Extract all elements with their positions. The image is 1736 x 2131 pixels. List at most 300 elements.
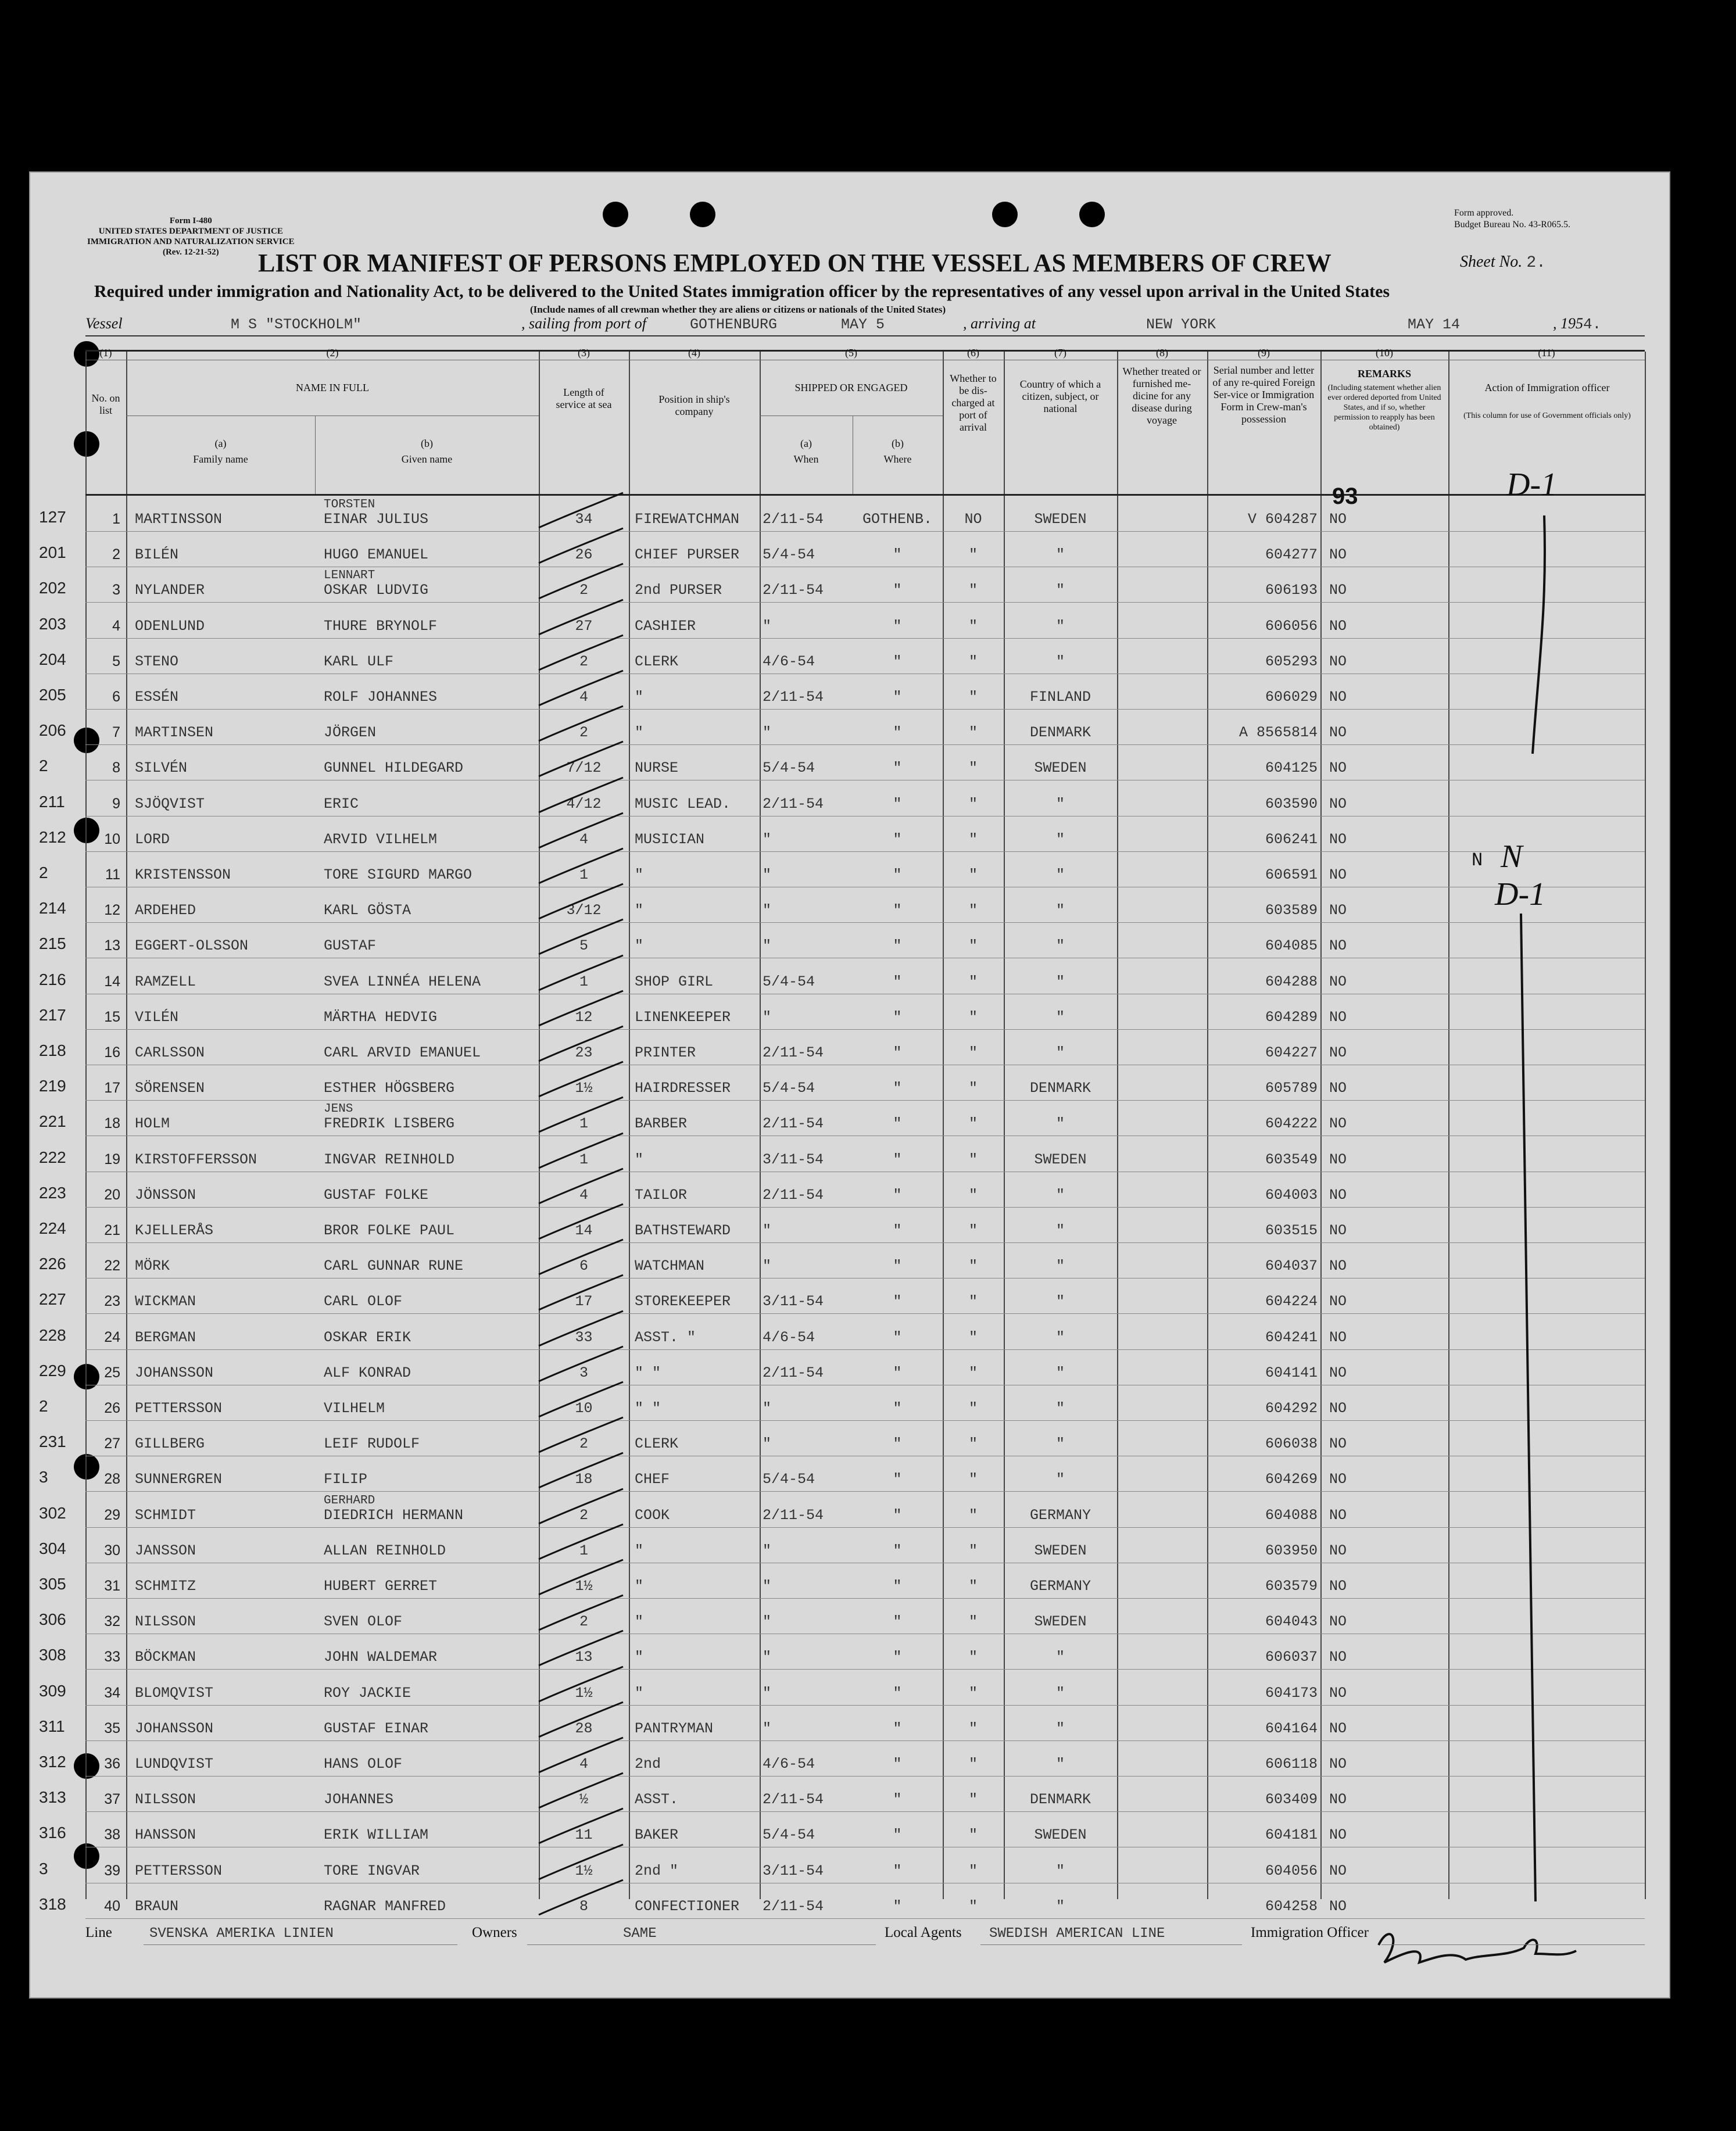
shipped-where: " [893,795,902,812]
manifest-index: 206 [39,721,66,740]
shipped-when: " [763,902,772,919]
shipped-where: " [893,1186,902,1204]
shipped-where: " [893,937,902,955]
shipped-where: " [893,1008,902,1026]
position: LINENKEEPER [635,1008,731,1026]
col-2b-header: Given name [401,453,453,465]
length-of-service: 33 [575,1328,593,1346]
arrival-date: MAY 14 [1408,316,1461,333]
country: SWEDEN [1034,760,1087,777]
remarks: NO [1329,1435,1347,1453]
discharged: " [968,1826,978,1844]
manifest-index: 311 [39,1717,65,1735]
position: " [635,724,644,742]
given-name: BROR FOLKE PAUL [324,1222,455,1239]
row-number: 9 [112,795,120,812]
position: CHEF [635,1471,670,1488]
position: 2nd " [635,1862,679,1879]
serial-number: 604241 [1265,1328,1318,1346]
shipped-when: 2/11-54 [763,1791,824,1808]
country: " [1055,1115,1065,1133]
remarks: NO [1329,1080,1347,1097]
country: " [1055,1756,1065,1772]
family-name: MARTINSSON [135,511,223,528]
shipped-where: " [893,724,902,742]
serial-number: 603589 [1265,902,1318,919]
remarks: NO [1329,1293,1347,1310]
col-7-number: (7) [1054,347,1066,359]
row-number: 13 [104,937,120,954]
row-number: 2 [112,546,120,563]
discharged: " [968,1400,978,1417]
shipped-when: 2/11-54 [763,582,824,599]
manifest-index: 316 [39,1824,66,1842]
col-11-note: (This column for use of Government officials only) [1463,411,1631,420]
shipped-where: " [893,1151,902,1168]
discharged: " [968,760,978,777]
row-number: 19 [104,1151,120,1167]
col-2b-letter: (b) [421,438,433,449]
row-number: 40 [104,1897,120,1914]
manifest-index: 223 [39,1183,66,1202]
country: SWEDEN [1034,1542,1087,1559]
serial-number: A 8565814 [1239,724,1318,742]
manifest-sheet [29,171,1670,1999]
given-name: KARL ULF [324,653,394,670]
col-10-number: (10) [1376,347,1393,359]
length-of-service: 17 [575,1293,593,1310]
serial-number: 604277 [1265,546,1318,564]
col-2-header: NAME IN FULL [296,382,369,393]
manifest-index: 224 [39,1219,66,1237]
manifest-index: 203 [39,614,66,633]
country: " [1055,1293,1065,1310]
country: " [1055,1400,1065,1417]
shipped-where: " [893,1862,902,1879]
given-name: JÖRGEN [324,724,377,742]
serial-number: 603579 [1265,1578,1318,1595]
remarks: NO [1329,1684,1347,1702]
handwritten-mark: D-1 [1495,876,1546,912]
length-of-service: 4 [579,1186,588,1204]
shipped-when: 5/4-54 [763,1080,815,1097]
position: " " [635,1364,661,1381]
given-name: VILHELM [324,1400,385,1417]
shipped-where: " [893,1756,902,1772]
shipped-when: " [763,1542,772,1559]
row-number: 35 [104,1720,120,1736]
given-name: GUSTAF EINAR [324,1720,429,1737]
given-name: OSKAR ERIK [324,1328,411,1346]
length-of-service: 34 [575,511,593,528]
manifest-index: 127 [39,508,66,526]
country: " [1055,1008,1065,1026]
manifest-index: 318 [39,1894,66,1913]
shipped-where: " [893,1471,902,1488]
serial-number: 604085 [1265,937,1318,955]
country: " [1055,973,1065,990]
country: " [1055,1364,1065,1381]
serial-number: 603950 [1265,1542,1318,1559]
length-of-service: 1½ [575,1862,593,1879]
shipped-when: 5/4-54 [763,760,815,777]
manifest-index: 308 [39,1646,66,1664]
serial-number: 604003 [1265,1186,1318,1204]
given-name: JOHANNES [324,1791,394,1808]
serial-number: 605293 [1265,653,1318,670]
family-name: JANSSON [135,1542,196,1559]
approved-text: Form approved. [1454,208,1514,218]
shipped-when: 3/11-54 [763,1862,824,1879]
position: CASHIER [635,617,696,635]
shipped-where: " [893,1613,902,1631]
col-8-header: Whether treated or furnished me-dicine for any disease during voyage [1122,366,1201,426]
row-number: 5 [112,653,120,669]
family-name: PETTERSSON [135,1862,223,1879]
shipped-where: " [893,1080,902,1097]
manifest-index: 309 [39,1681,66,1700]
position: " [635,1151,644,1168]
col-9-header: Serial number and letter of any re-quired Foreign Ser-vice or Immigration Form in Crew-man's possession [1212,364,1315,425]
discharged: " [968,1044,978,1061]
given-name: ROY JACKIE [324,1684,411,1702]
discharged: " [968,1506,978,1524]
col-4-header: Position in ship's company [658,393,730,417]
discharged: " [968,1613,978,1631]
position: BARBER [635,1115,688,1133]
row-number: 36 [104,1756,120,1772]
shipped-when: " [763,1008,772,1026]
country: " [1055,795,1065,812]
length-of-service: 1½ [575,1080,593,1097]
row-number: 22 [104,1258,120,1274]
shipped-where: " [893,866,902,883]
sailing-label: , sailing from port of [521,315,647,332]
discharged: " [968,1293,978,1310]
serial-number: 606118 [1265,1756,1318,1772]
remarks: NO [1329,1044,1347,1061]
family-name: SCHMITZ [135,1578,196,1595]
shipped-when: " [763,1400,772,1417]
discharged: " [968,1720,978,1737]
country: " [1055,1222,1065,1239]
country: GERMANY [1029,1506,1091,1524]
country: " [1055,1862,1065,1879]
country: FINLAND [1029,689,1091,705]
length-of-service: 4/12 [566,795,602,812]
given-name: HUGO EMANUEL [324,546,429,564]
col-7-header: Country of which a citizen, subject, or national [1019,378,1101,414]
family-name: JÖNSSON [135,1186,196,1204]
shipped-when: 5/4-54 [763,973,815,990]
given-name: FILIP [324,1471,368,1488]
discharged: " [968,653,978,670]
discharged: " [968,1186,978,1204]
remarks: NO [1329,1222,1347,1239]
shipped-where: " [893,1506,902,1524]
shipped-when: 5/4-54 [763,546,815,564]
discharged: " [968,1008,978,1026]
remarks: NO [1329,1897,1347,1915]
family-name: MARTINSEN [135,724,214,742]
given-name: HANS OLOF [324,1756,403,1772]
row-number: 26 [104,1400,120,1416]
given-name: SVEN OLOF [324,1613,403,1631]
document-subtitle: Required under immigration and Nationality Act, to be delivered to the United States immigration officer by the representatives of any vessel upon arrival in the United States [94,282,1390,301]
length-of-service: 1 [579,1542,588,1559]
shipped-when: 5/4-54 [763,1826,815,1844]
row-number: 38 [104,1826,120,1843]
agents-value: SWEDISH AMERICAN LINE [989,1926,1165,1942]
discharged: " [968,617,978,635]
col-2a-letter: (a) [214,438,227,449]
manifest-index: 211 [39,792,65,811]
serial-number: 606193 [1265,582,1318,599]
family-name: VILÉN [135,1008,179,1026]
row-number: 4 [112,617,120,634]
given-name-line-1: JENS [324,1102,353,1116]
given-name: SVEA LINNÉA HELENA [324,973,481,990]
serial-number: 606037 [1265,1649,1318,1666]
handwritten-mark: D-1 [1506,467,1558,503]
col-2a-header: Family name [193,453,248,465]
row-number: 8 [112,760,120,776]
country: " [1055,902,1065,919]
sailing-port: GOTHENBURG [690,316,778,333]
sheet-label: Sheet No. [1460,253,1523,271]
serial-number: 604181 [1265,1826,1318,1844]
position: " [635,937,644,955]
row-number: 3 [112,582,120,599]
shipped-where: " [893,973,902,990]
position: " " [635,1400,661,1417]
manifest-index: 214 [39,899,66,918]
discharged: " [968,830,978,848]
shipped-when: " [763,1684,772,1702]
country: " [1055,1720,1065,1737]
row-number: 10 [104,830,120,847]
length-of-service: 8 [579,1897,588,1915]
row-number: 27 [104,1435,120,1452]
serial-number: 604289 [1265,1008,1318,1026]
col-11-header: Action of Immigration officer [1484,382,1610,393]
remarks: NO [1329,1364,1347,1381]
year-suffix: 4. [1583,316,1602,333]
country: " [1055,1044,1065,1061]
shipped-where: " [893,760,902,777]
position: NURSE [635,760,679,777]
family-name: NILSSON [135,1613,196,1631]
given-name: ERIK WILLIAM [324,1826,429,1844]
row-number: 24 [104,1328,120,1345]
row-number: 20 [104,1186,120,1203]
country: " [1055,1649,1065,1666]
remarks: NO [1329,1506,1347,1524]
position: " [635,1613,644,1631]
remarks: NO [1329,617,1347,635]
row-number: 30 [104,1542,120,1559]
shipped-when: 2/11-54 [763,1897,824,1915]
remarks: NO [1329,1186,1347,1204]
position: COOK [635,1506,670,1524]
remarks: NO [1329,1008,1347,1026]
col-1-number: (1) [99,347,112,359]
length-of-service: 1 [579,1115,588,1133]
position: CHIEF PURSER [635,546,740,564]
serial-number: 604141 [1265,1364,1318,1381]
discharged: " [968,1897,978,1915]
remarks: NO [1329,1400,1347,1417]
row-number: 23 [104,1293,120,1310]
row-number: 28 [104,1471,120,1488]
length-of-service: 6 [579,1258,588,1275]
family-name: BILÉN [135,546,179,564]
family-name: NILSSON [135,1791,196,1808]
discharged: " [968,1364,978,1381]
family-name: RAMZELL [135,973,196,990]
given-name: ROLF JOHANNES [324,689,438,705]
col-3-number: (3) [578,347,590,359]
shipped-where: GOTHENB. [862,511,933,528]
shipped-where: " [893,830,902,848]
country: DENMARK [1029,1080,1091,1097]
arriving-label: , arriving at [963,315,1036,332]
manifest-index: 202 [39,579,66,597]
serial-number: 604125 [1265,760,1318,777]
col-6-number: (6) [967,347,979,359]
length-of-service: 4 [579,830,588,848]
country: " [1055,830,1065,848]
vessel-label: Vessel [85,315,123,332]
manifest-index: 204 [39,650,66,668]
shipped-where: " [893,1293,902,1310]
position: " [635,1649,644,1666]
manifest-index: 222 [39,1148,66,1166]
position: TAILOR [635,1186,688,1204]
manifest-index: 227 [39,1290,66,1309]
row-number: 33 [104,1649,120,1666]
length-of-service: 27 [575,617,593,635]
given-name: ARVID VILHELM [324,830,438,848]
shipped-where: " [893,617,902,635]
col-11-number: (11) [1538,347,1555,359]
row-number: 12 [104,902,120,919]
manifest-index: 226 [39,1255,66,1273]
serial-number: 604288 [1265,973,1318,990]
family-name: KRISTENSSON [135,866,231,883]
serial-number: 603409 [1265,1791,1318,1808]
discharged: " [968,689,978,705]
row-number: 6 [112,689,120,705]
discharged: " [968,1471,978,1488]
col-6-header: Whether to be dis-charged at port of arrival [950,373,997,433]
manifest-index: 205 [39,686,66,704]
row-number: 14 [104,973,120,990]
row-number: 16 [104,1044,120,1061]
family-name: ESSÉN [135,689,179,705]
family-name: WICKMAN [135,1293,196,1310]
given-name: GUNNEL HILDEGARD [324,760,464,777]
remarks: NO [1329,724,1347,742]
shipped-when: 4/6-54 [763,1328,815,1346]
remarks: NO [1329,511,1347,528]
country: " [1055,1471,1065,1488]
family-name: KJELLERÅS [135,1222,214,1239]
shipped-when: 4/6-54 [763,1756,815,1772]
shipped-when: " [763,724,772,742]
col-5-header: SHIPPED OR ENGAGED [794,382,908,393]
given-name: CARL GUNNAR RUNE [324,1258,464,1275]
shipped-where: " [893,653,902,670]
vessel-name: M S "STOCKHOLM" [231,316,362,333]
shipped-when: 2/11-54 [763,1364,824,1381]
given-name: TORE SIGURD MARGO [324,866,473,883]
discharged: " [968,1649,978,1666]
country: " [1055,937,1065,955]
shipped-where: " [893,1720,902,1737]
discharged: " [968,1151,978,1168]
family-name: EGGERT-OLSSON [135,937,249,955]
position: " [635,1578,644,1595]
serial-number: 606038 [1265,1435,1318,1453]
line-label: Line [85,1925,112,1940]
shipped-where: " [893,1044,902,1061]
country: SWEDEN [1034,1826,1087,1844]
position: MUSICIAN [635,830,705,848]
row-number: 32 [104,1613,120,1630]
given-name: LEIF RUDOLF [324,1435,420,1453]
shipped-where: " [893,1578,902,1595]
remarks: NO [1329,1756,1347,1772]
family-name: BLOMQVIST [135,1684,214,1702]
length-of-service: 2 [579,1506,588,1524]
given-name: OSKAR LUDVIG [324,582,429,599]
col-10-header: REMARKS [1357,368,1411,379]
row-number: 7 [112,724,120,741]
family-name: SUNNERGREN [135,1471,223,1488]
shipped-when: 4/6-54 [763,653,815,670]
remarks: NO [1329,1720,1347,1737]
length-of-service: 4 [579,1756,588,1772]
position: ASST. [635,1791,679,1808]
serial-number: 604164 [1265,1720,1318,1737]
discharged: " [968,1435,978,1453]
given-name: INGVAR REINHOLD [324,1151,455,1168]
position: " [635,689,644,705]
col-5b-header: Where [883,453,912,465]
remarks: NO [1329,1862,1347,1879]
shipped-where: " [893,1400,902,1417]
family-name: LORD [135,830,170,848]
country: " [1055,1897,1065,1915]
given-name: HUBERT GERRET [324,1578,438,1595]
serial-number: 604088 [1265,1506,1318,1524]
length-of-service: 1½ [575,1578,593,1595]
col-3-header: Length of service at sea [556,386,612,410]
family-name: CARLSSON [135,1044,205,1061]
family-name: PETTERSSON [135,1400,223,1417]
shipped-when: 3/11-54 [763,1151,824,1168]
manifest-index: 305 [39,1575,66,1593]
remarks: NO [1329,1542,1347,1559]
length-of-service: 4 [579,689,588,705]
remarks: NO [1329,1115,1347,1133]
serial-number: 604227 [1265,1044,1318,1061]
shipped-where: " [893,1115,902,1133]
shipped-when: 3/11-54 [763,1293,824,1310]
remarks: NO [1329,653,1347,670]
shipped-when: " [763,617,772,635]
